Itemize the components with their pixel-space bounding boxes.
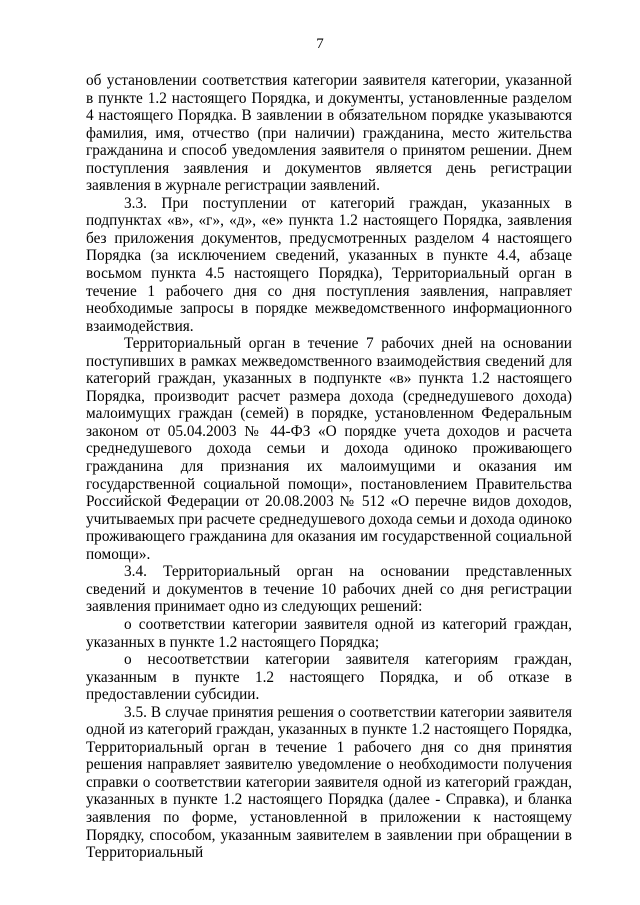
paragraph-decision-compliance: о соответствии категории заявителя одной из категорий граждан, указанных в пункте 1.2 настоящего Порядка; <box>86 615 572 651</box>
page-number: 7 <box>316 36 324 52</box>
paragraph-clause-3-5: 3.5. В случае принятия решения о соответствии категории заявителя одной из категорий граждан, указанных в пункте 1.2 настоящего Порядка, Территориальный орган в течение 1 рабочего дня со дня принятия решения направляет заявителю уведомление о необходимости получения справки о соответствии категории заявителя одной из категорий граждан, указанных в пункте 1.2 настоящего Порядка (далее - Справка), и бланка заявления по форме, установленной в приложении к настоящему Порядку, способом, указанным заявителем в заявлении при обращении в Территориальный <box>86 703 572 862</box>
paragraph-decision-noncompliance: о несоответствии категории заявителя категориям граждан, указанным в пункте 1.2 настоящего Порядка, и об отказе в предоставлении субсидии. <box>86 651 572 704</box>
paragraph-income-calculation: Территориальный орган в течение 7 рабочих дней на основании поступивших в рамках межведомственного взаимодействия сведений для категорий граждан, указанных в подпункте «в» пункта 1.2 настоящего Порядка, производит расчет размера дохода (среднедушевого дохода) малоимущих граждан (семей) в порядке, установленном Федеральным законом от 05.04.2003 № 44-ФЗ «О порядке учета доходов и расчета среднедушевого дохода семьи и дохода одиноко проживающего гражданина для признания их малоимущими и оказания им государственной социальной помощи», постановлением Правительства Российской Федерации от 20.08.2003 № 512 «О перечне видов доходов, учитываемых при расчете среднедушевого дохода семьи и дохода одиноко проживающего гражданина для оказания им государственной социальной помощи». <box>86 335 572 563</box>
document-body <box>86 72 572 862</box>
paragraph-clause-3-4: 3.4. Территориальный орган на основании представленных сведений и документов в течение 10 рабочих дней со дня регистрации заявления принимает одно из следующих решений: <box>86 563 572 616</box>
paragraph-clause-3-3: 3.3. При поступлении от категорий граждан, указанных в подпунктах «в», «г», «д», «е» пункта 1.2 настоящего Порядка, заявления без приложения документов, предусмотренных разделом 4 настоящего Порядка (за исключением сведений, указанных в пункте 4.4, абзаце восьмом пункта 4.5 настоящего Порядка), Территориальный орган в течение 1 рабочего дня со дня поступления заявления, направляет необходимые запросы в порядке межведомственного информационного взаимодействия. <box>86 194 572 335</box>
paragraph-continuation: об установлении соответствия категории заявителя категории, указанной в пункте 1.2 настоящего Порядка, и документы, установленные разделом 4 настоящего Порядка. В заявлении в обязательном порядке указываются фамилия, имя, отчество (при наличии) гражданина, место жительства гражданина и способ уведомления заявителя о принятом решении. Днем поступления заявления и документов является день регистрации заявления в журнале регистрации заявлений. <box>86 72 572 195</box>
